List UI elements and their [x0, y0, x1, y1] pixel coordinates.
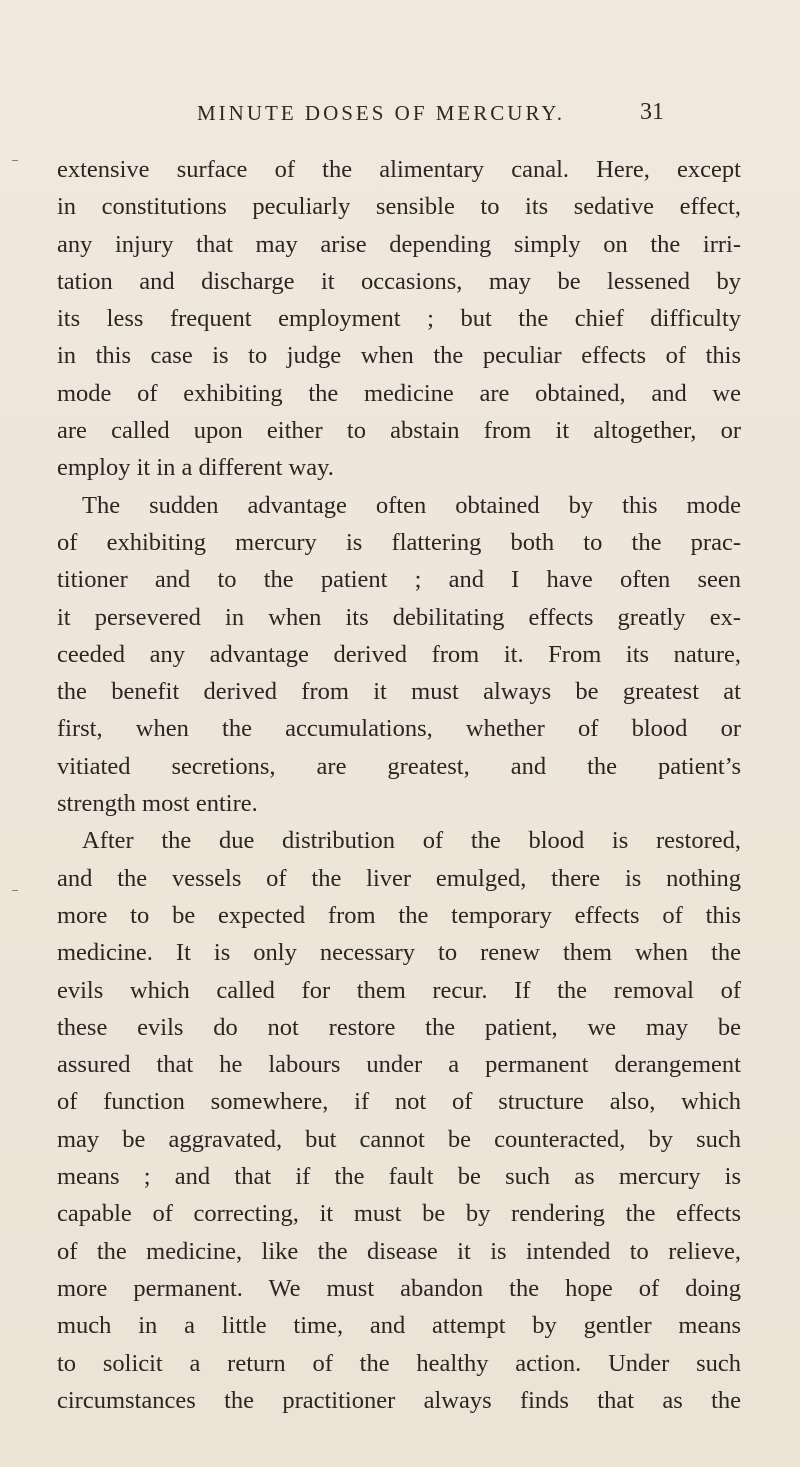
paragraph-start-line: After the due distribution of the blood is restored, — [82, 827, 741, 855]
text-line: may be aggravated, but cannot be counteracted, by such — [57, 1125, 741, 1153]
text-line: employ it in a different way. — [57, 454, 334, 482]
text-line: it persevered in when its debilitating effects greatly ex- — [57, 603, 741, 631]
text-line: assured that he labours under a permanent derangement — [57, 1051, 741, 1079]
page-number: 31 — [640, 99, 664, 125]
text-line: to solicit a return of the healthy action. Under such — [57, 1349, 741, 1377]
text-line: mode of exhibiting the medicine are obtained, and we — [57, 379, 741, 407]
page-header — [0, 101, 800, 131]
text-line: are called upon either to abstain from it altogether, or — [57, 417, 741, 445]
text-line: any injury that may arise depending simply on the irri- — [57, 230, 741, 258]
text-line: in this case is to judge when the peculiar effects of this — [57, 342, 741, 370]
text-line: of function somewhere, if not of structure also, which — [57, 1088, 741, 1116]
running-head: MINUTE DOSES OF MERCURY. — [197, 101, 565, 125]
text-line: tation and discharge it occasions, may be lessened by — [57, 267, 741, 295]
text-line: strength most entire. — [57, 790, 258, 818]
text-line: vitiated secretions, are greatest, and the patient’s — [57, 752, 741, 780]
text-line: circumstances the practitioner always finds that as the — [57, 1386, 741, 1414]
text-line: in constitutions peculiarly sensible to its sedative effect, — [57, 193, 741, 221]
text-line: the benefit derived from it must always be greatest at — [57, 678, 741, 706]
text-line: medicine. It is only necessary to renew them when the — [57, 939, 741, 967]
text-line: means ; and that if the fault be such as mercury is — [57, 1163, 741, 1191]
text-line: ceeded any advantage derived from it. From its nature, — [57, 640, 741, 668]
text-line: capable of correcting, it must be by rendering the effects — [57, 1200, 741, 1228]
body-text — [57, 151, 741, 1419]
text-line: titioner and to the patient ; and I have often seen — [57, 566, 741, 594]
text-line: and the vessels of the liver emulged, there is nothing — [57, 864, 741, 892]
text-line: these evils do not restore the patient, we may be — [57, 1013, 741, 1041]
text-line: first, when the accumulations, whether of blood or — [57, 715, 741, 743]
text-line: of exhibiting mercury is flattering both to the prac- — [57, 528, 741, 556]
margin-mark — [12, 890, 18, 891]
paragraph-start-line: The sudden advantage often obtained by this mode — [82, 491, 741, 519]
text-line: its less frequent employment ; but the chief difficulty — [57, 305, 741, 333]
text-line: extensive surface of the alimentary canal. Here, except — [57, 156, 741, 183]
text-line: of the medicine, like the disease it is intended to relieve, — [57, 1237, 741, 1265]
text-line: more permanent. We must abandon the hope of doing — [57, 1274, 741, 1302]
margin-mark — [12, 160, 18, 161]
text-line: evils which called for them recur. If the removal of — [57, 976, 741, 1004]
text-line: more to be expected from the temporary effects of this — [57, 901, 741, 929]
text-line: much in a little time, and attempt by gentler means — [57, 1312, 741, 1340]
